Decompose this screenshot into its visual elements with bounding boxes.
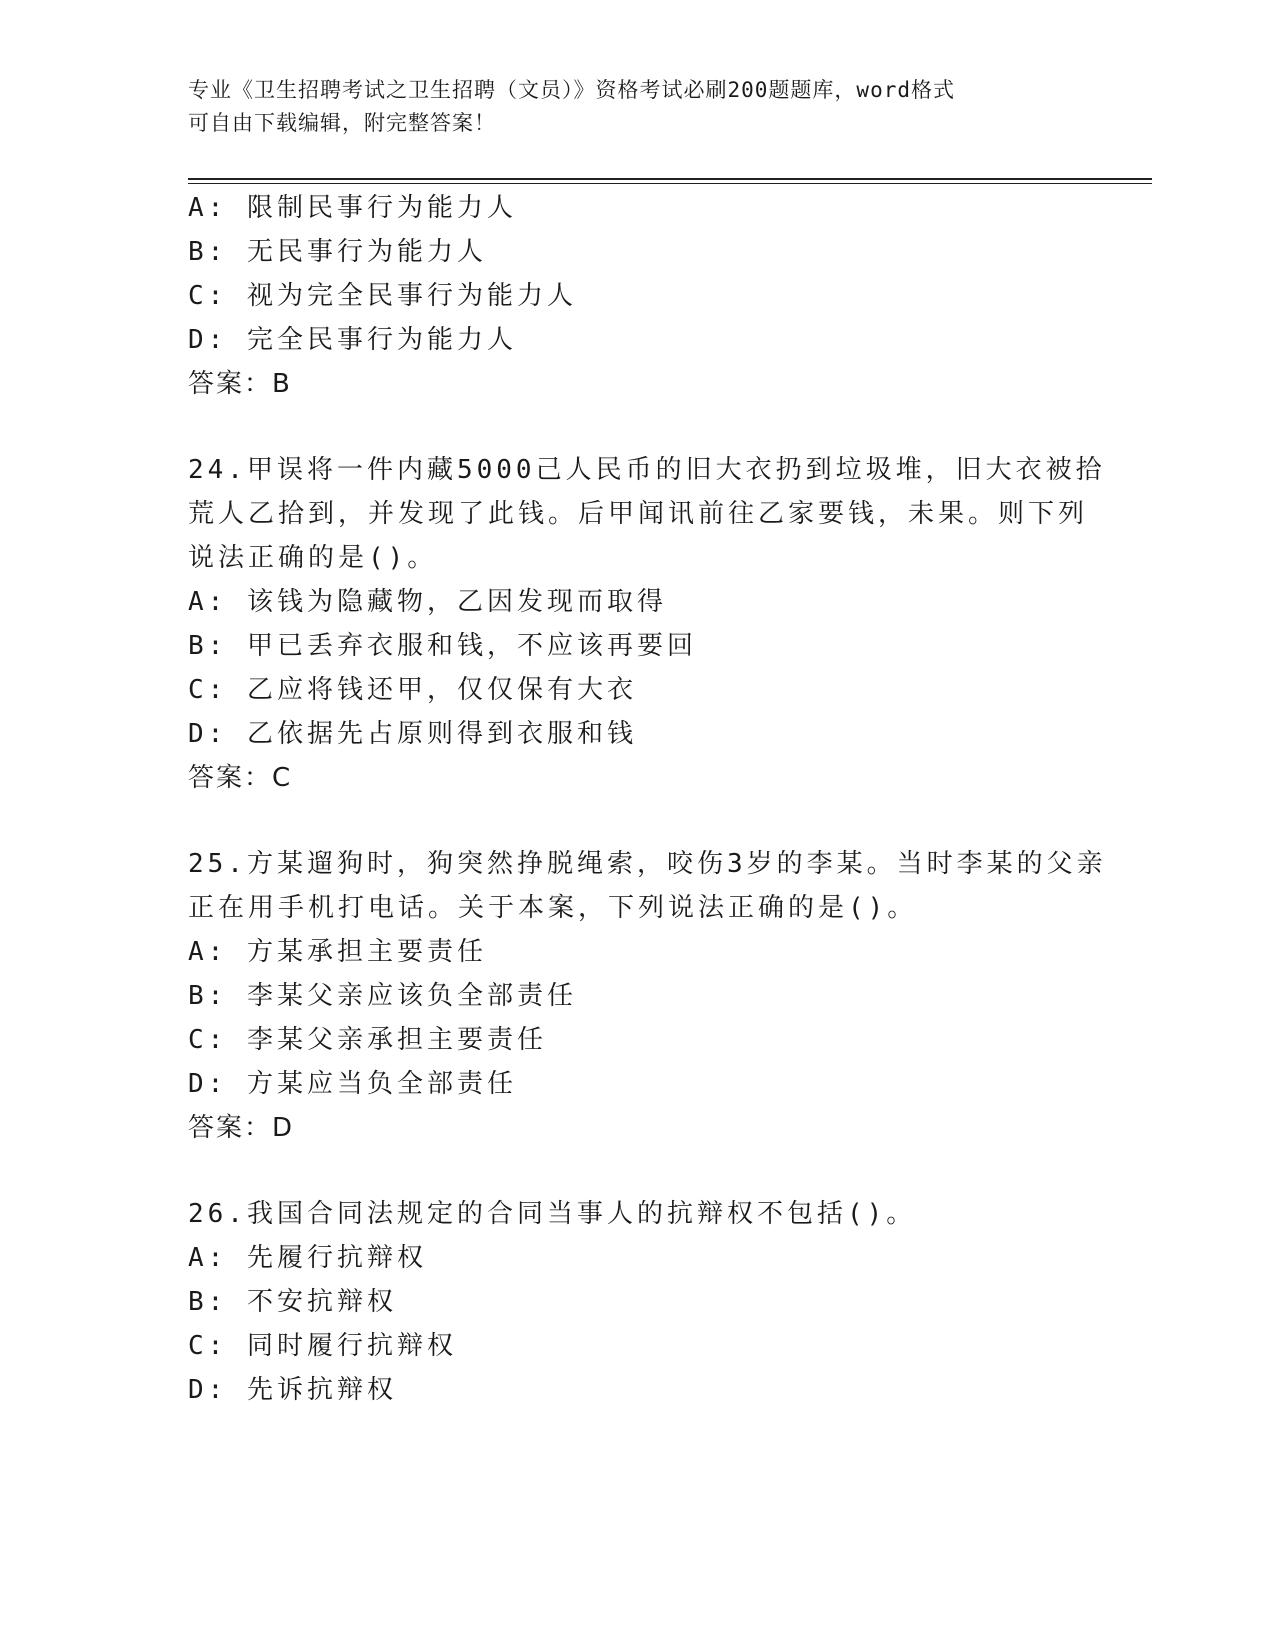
- q23-option-c: C: 视为完全民事行为能力人: [188, 281, 577, 311]
- q25-option-c: C: 李某父亲承担主要责任: [188, 1025, 547, 1055]
- header-line-1: 专业《卫生招聘考试之卫生招聘（文员）》资格考试必刷200题题库，word格式: [188, 78, 955, 102]
- q24-stem-line-1: 24.甲误将一件内藏5000己人民币的旧大衣扔到垃圾堆，旧大衣被拾: [188, 455, 1106, 485]
- q25-answer: 答案：D: [188, 1113, 295, 1143]
- header-divider-thin: [188, 183, 1152, 184]
- q25-option-d: D: 方某应当负全部责任: [188, 1069, 517, 1099]
- document-header: [188, 74, 1088, 140]
- q25-option-a: A: 方某承担主要责任: [188, 937, 487, 967]
- q26-option-a: A: 先履行抗辩权: [188, 1243, 427, 1273]
- q23-option-d: D: 完全民事行为能力人: [188, 325, 517, 355]
- q23-answer: 答案：B: [188, 369, 292, 399]
- header-divider: [188, 178, 1152, 180]
- q23-option-b: B: 无民事行为能力人: [188, 237, 487, 267]
- q24-option-c: C: 乙应将钱还甲，仅仅保有大衣: [188, 675, 637, 705]
- q24-option-d: D: 乙依据先占原则得到衣服和钱: [188, 719, 637, 749]
- q24-option-a: A: 该钱为隐藏物，乙因发现而取得: [188, 587, 667, 617]
- q25-stem-line-1: 25.方某遛狗时，狗突然挣脱绳索，咬伤3岁的李某。当时李某的父亲: [188, 849, 1107, 879]
- q24-stem-line-2: 荒人乙拾到，并发现了此钱。后甲闻讯前往乙家要钱，未果。则下列: [188, 499, 1089, 529]
- q24-answer: 答案：C: [188, 763, 293, 793]
- q26-stem-line-1: 26.我国合同法规定的合同当事人的抗辩权不包括()。: [188, 1199, 917, 1229]
- q23-option-a: A: 限制民事行为能力人: [188, 193, 517, 223]
- q26-option-d: D: 先诉抗辩权: [188, 1375, 397, 1405]
- header-line-2: 可自由下载编辑，附完整答案！: [188, 111, 496, 135]
- q26-option-b: B: 不安抗辩权: [188, 1287, 397, 1317]
- q26-option-c: C: 同时履行抗辩权: [188, 1331, 457, 1361]
- q25-stem-line-2: 正在用手机打电话。关于本案，下列说法正确的是()。: [188, 893, 918, 923]
- q25-option-b: B: 李某父亲应该负全部责任: [188, 981, 577, 1011]
- q24-stem-line-3: 说法正确的是()。: [188, 543, 438, 573]
- q24-option-b: B: 甲已丢弃衣服和钱，不应该再要回: [188, 631, 697, 661]
